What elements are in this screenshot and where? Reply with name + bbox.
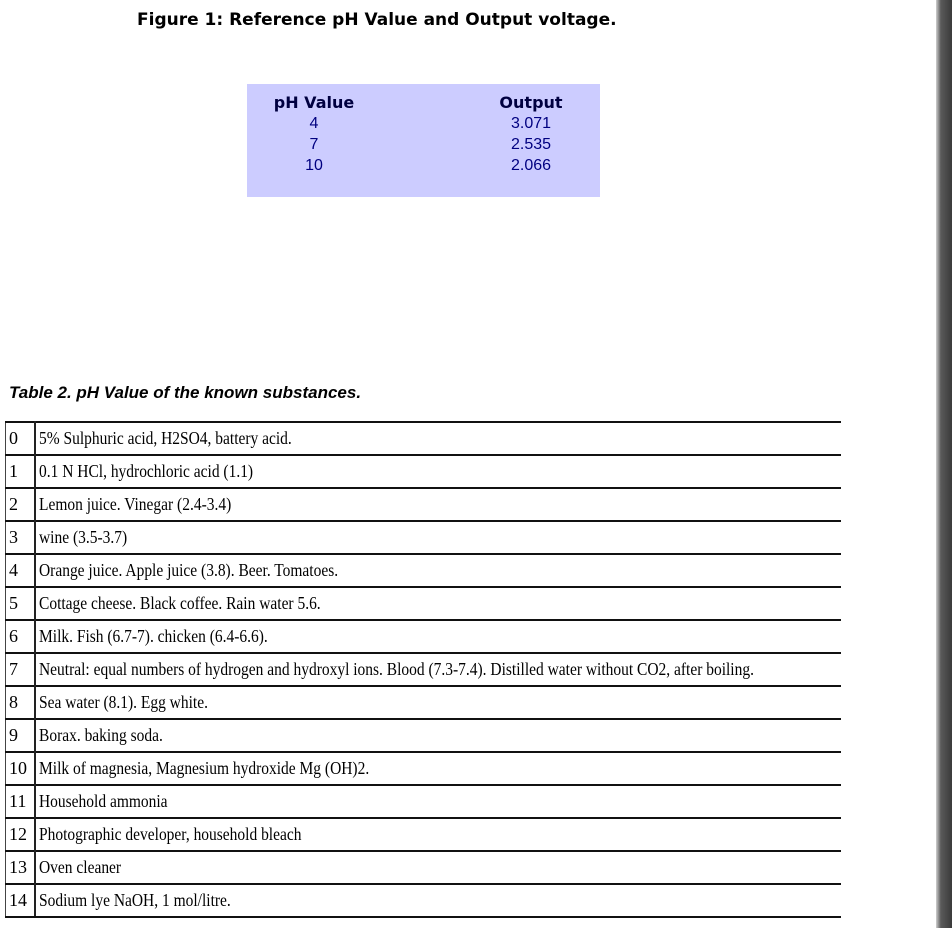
ph-substances-table	[5, 421, 841, 918]
page-edge-shadow	[936, 0, 952, 928]
table-row	[6, 785, 842, 818]
substance-text: Cottage cheese. Black coffee. Rain water 5.6.	[39, 593, 321, 613]
substance-cell	[35, 620, 841, 653]
output-column	[483, 92, 579, 176]
substance-text: 5% Sulphuric acid, H2SO4, battery acid.	[39, 428, 292, 448]
substance-text: wine (3.5-3.7)	[39, 527, 128, 547]
substance-text: Sea water (8.1). Egg white.	[39, 692, 208, 712]
substance-cell	[35, 851, 841, 884]
substance-cell	[35, 686, 841, 719]
substance-text: Oven cleaner	[39, 857, 122, 877]
table-row	[6, 455, 842, 488]
output-cell: 2.066	[510, 157, 552, 174]
output-cell: 2.535	[510, 136, 552, 153]
ph-value-header: pH Value	[273, 93, 355, 112]
ph-number-cell: 4	[6, 554, 36, 587]
output-cell: 3.071	[510, 115, 552, 132]
substance-cell	[35, 521, 841, 554]
ph-number-cell: 8	[6, 686, 36, 719]
table-row	[6, 851, 842, 884]
ph-value-cell: 4	[309, 115, 319, 132]
ph-table-body	[6, 422, 842, 917]
ph-number-cell: 3	[6, 521, 36, 554]
table-row	[6, 752, 842, 785]
ph-number-cell: 11	[6, 785, 36, 818]
ph-number-cell: 9	[6, 719, 36, 752]
table-row	[6, 686, 842, 719]
ph-value-column	[267, 92, 361, 176]
ph-number-cell: 5	[6, 587, 36, 620]
table-row	[6, 422, 842, 455]
substance-cell	[35, 488, 841, 521]
table-row	[6, 884, 842, 917]
substance-text: Sodium lye NaOH, 1 mol/litre.	[39, 890, 231, 910]
substance-text: 0.1 N HCl, hydrochloric acid (1.1)	[39, 461, 254, 481]
substance-cell	[35, 455, 841, 488]
ph-number-cell: 0	[6, 422, 36, 455]
substance-cell	[35, 785, 841, 818]
ph-number-cell: 13	[6, 851, 36, 884]
substance-cell	[35, 587, 841, 620]
ph-value-cell: 10	[305, 157, 323, 174]
table-row	[6, 488, 842, 521]
substance-cell	[35, 752, 841, 785]
table-row	[6, 719, 842, 752]
substance-text: Borax. baking soda.	[39, 725, 163, 745]
ph-value-cell: 7	[309, 136, 319, 153]
figure-title: Figure 1: Reference pH Value and Output voltage.	[137, 10, 617, 30]
substance-cell	[35, 818, 841, 851]
ph-number-cell: 1	[6, 455, 36, 488]
table-row	[6, 818, 842, 851]
ph-number-cell: 2	[6, 488, 36, 521]
reference-values-box	[247, 84, 600, 197]
substance-cell	[35, 554, 841, 587]
ph-number-cell: 14	[6, 884, 36, 917]
substance-text: Milk. Fish (6.7-7). chicken (6.4-6.6).	[39, 626, 268, 646]
ph-number-cell: 7	[6, 653, 36, 686]
substance-text: Orange juice. Apple juice (3.8). Beer. Tomatoes.	[39, 560, 339, 580]
substance-text: Milk of magnesia, Magnesium hydroxide Mg (OH)2.	[39, 758, 370, 778]
ph-number-cell: 6	[6, 620, 36, 653]
table-row	[6, 653, 842, 686]
substance-cell	[35, 884, 841, 917]
table-caption: Table 2. pH Value of the known substances.	[9, 383, 362, 402]
table-row	[6, 620, 842, 653]
ph-number-cell: 12	[6, 818, 36, 851]
output-header: Output	[499, 93, 563, 112]
substance-cell	[35, 422, 841, 455]
substance-text: Neutral: equal numbers of hydrogen and hydroxyl ions. Blood (7.3-7.4). Distilled water without CO2, after boiling.	[39, 659, 754, 679]
ph-number-cell: 10	[6, 752, 36, 785]
table-row	[6, 521, 842, 554]
substance-text: Lemon juice. Vinegar (2.4-3.4)	[39, 494, 232, 514]
table-row	[6, 587, 842, 620]
table-row	[6, 554, 842, 587]
substance-cell	[35, 653, 841, 686]
substance-cell	[35, 719, 841, 752]
substance-text: Photographic developer, household bleach	[39, 824, 302, 844]
substance-text: Household ammonia	[39, 791, 168, 811]
